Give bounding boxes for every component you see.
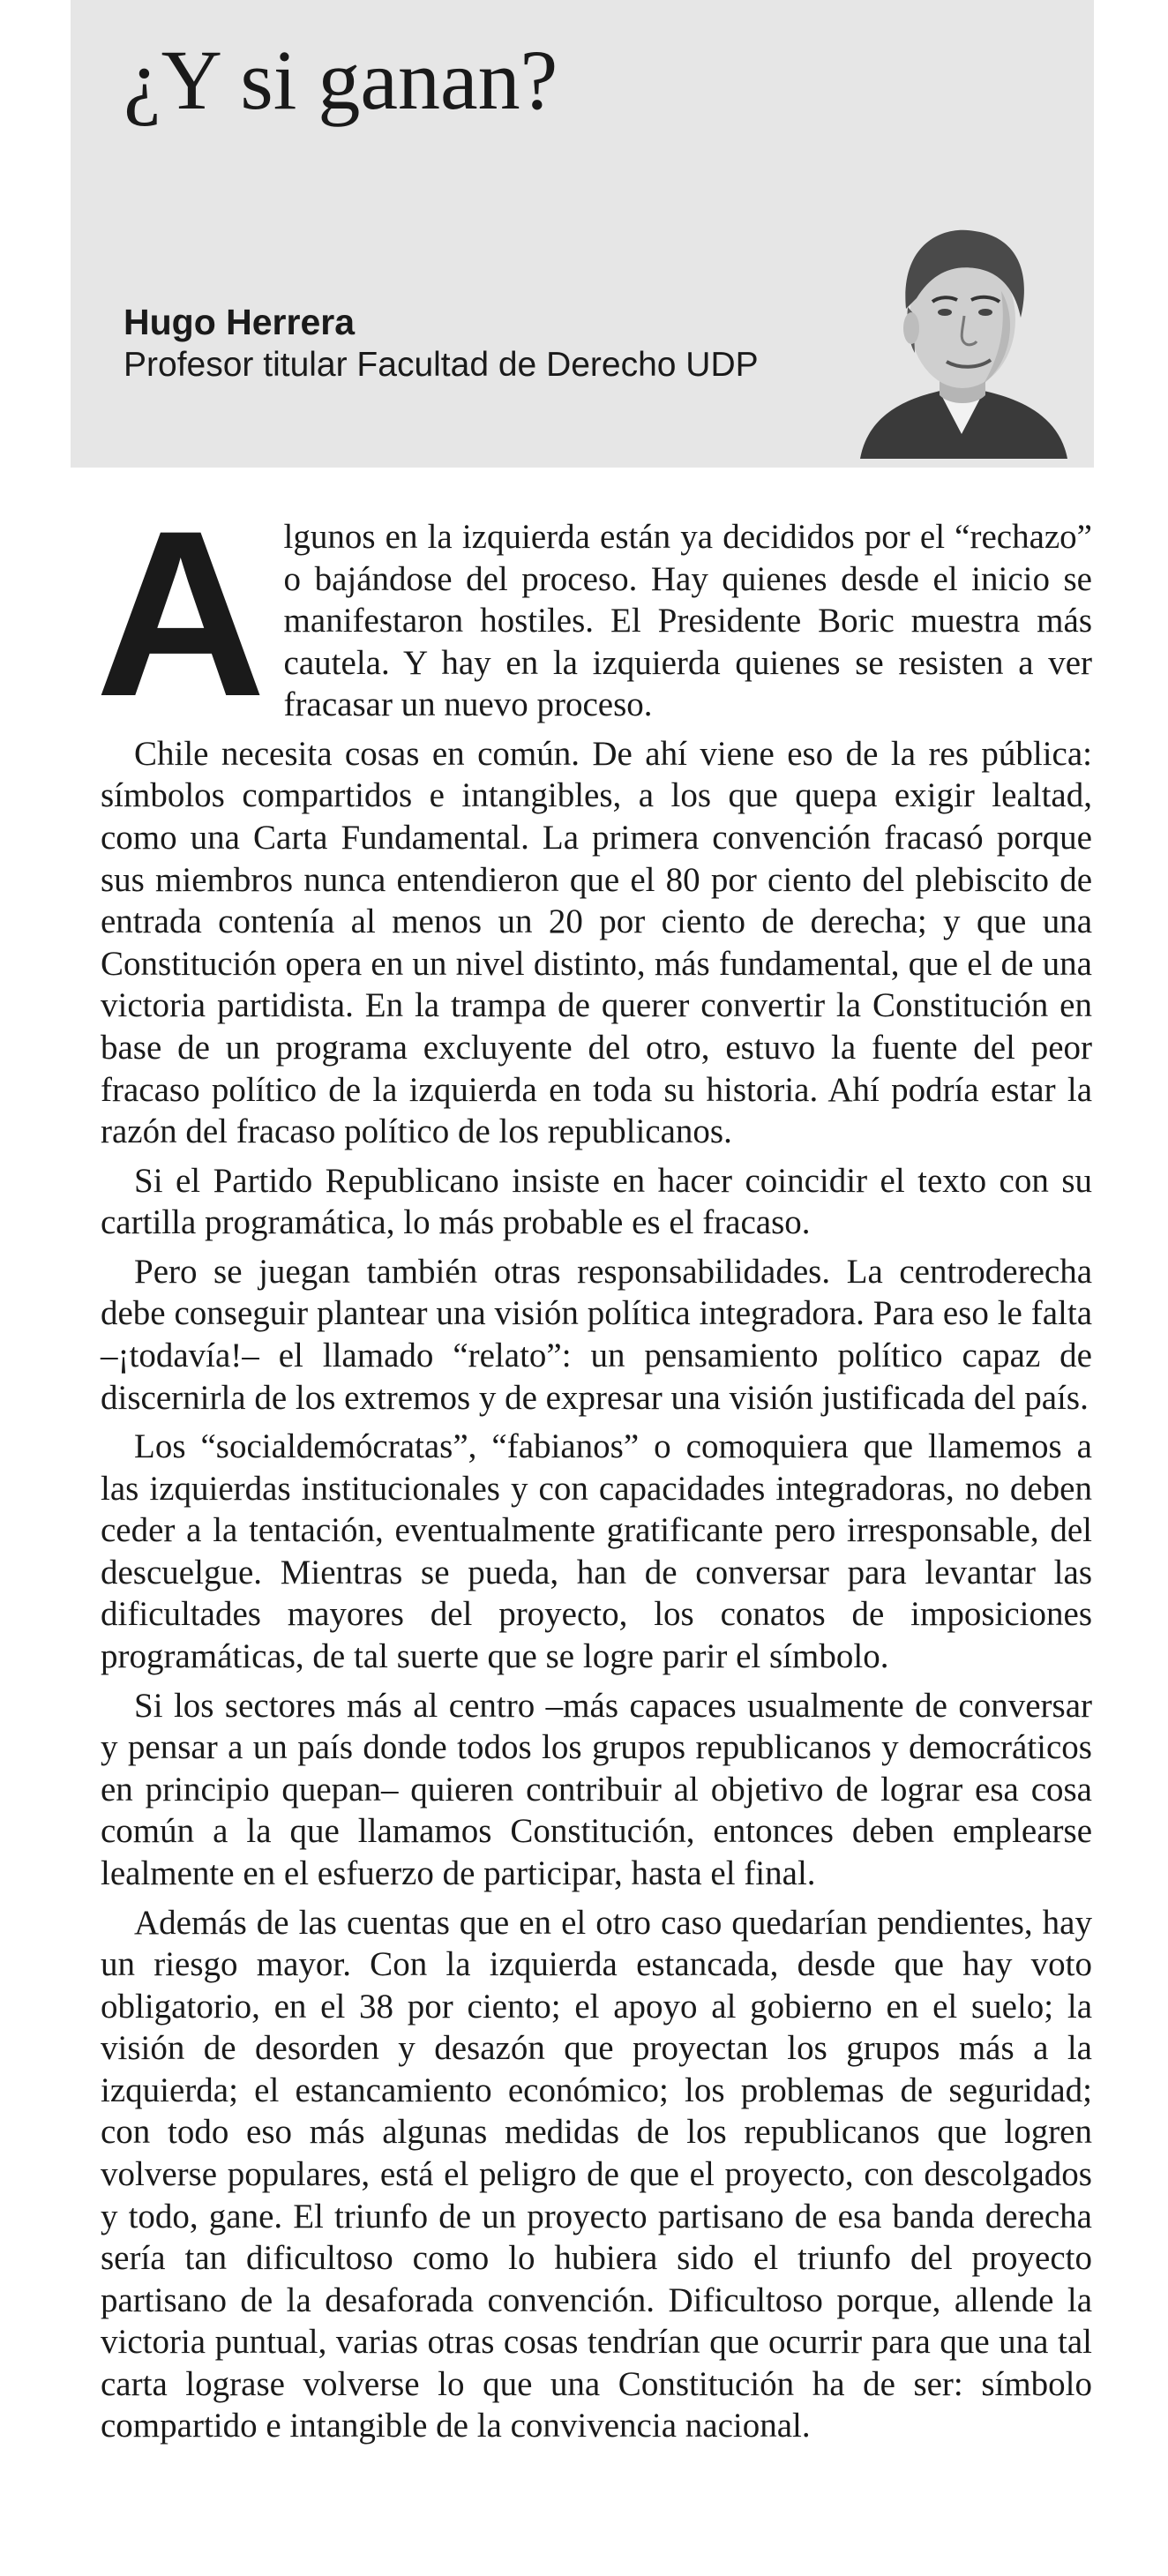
article-paragraph-4: Pero se juegan también otras responsabilidades. La centroderecha debe conseguir plantear una visión política integradora. Para eso le falta –¡todavía!– el llamado “relato”: un pensamiento político capaz de discernirla de los extremos y de expresar una visión justificada del país. [101, 1252, 1092, 1417]
article-paragraph-3: Si el Partido Republicano insiste en hacer coincidir el texto con su cartilla programática, lo más probable es el fracaso. [101, 1161, 1092, 1242]
article-body [95, 481, 1092, 2454]
article-paragraph-6: Si los sectores más al centro –más capaces usualmente de conversar y pensar a un país donde todos los grupos republicanos y democráticos en principio quepan– quieren contribuir al objetivo de lograr esa cosa común a la que llamamos Constitución, entonces deben emplearse lealmente en el esfuerzo de participar, hasta el final. [101, 1686, 1092, 1892]
article-paragraph-2: Chile necesita cosas en común. De ahí viene eso de la res pública: símbolos compartidos e intangibles, a los que quepa exigir lealtad, como una Carta Fundamental. La primera convención fracasó porque sus miembros nunca entendieron que el 80 por ciento del plebiscito de entrada contenía al menos un 20 por ciento de derecha; y que una Constitución opera en un nivel distinto, más fundamental, que el de una victoria partidista. En la trampa de querer convertir la Constitución en base de un programa excluyente del otro, estuvo la fuente del peor fracaso político de la izquierda en toda su historia. Ahí podría estar la razón del fracaso político de los republicanos. [101, 734, 1092, 1151]
article-paragraph-5: Los “socialdemócratas”, “fabianos” o comoquiera que llamemos a las izquierdas institucionales y con capacidades integradoras, no deben ceder a la tentación, eventualmente gratificante pero irresponsable, del descuelgue. Mientras se pueda, han de conversar para levantar las dificultades mayores del proyecto, los conatos de imposiciones programáticas, de tal suerte que se logre parir el símbolo. [101, 1427, 1092, 1676]
author-portrait-icon [851, 203, 1072, 459]
author-name: Hugo Herrera [124, 302, 356, 342]
author-role: Profesor titular Facultad de Derecho UDP [124, 346, 759, 384]
dropcap: A [95, 481, 266, 745]
article-title: ¿Y si ganan? [124, 33, 558, 127]
article-paragraph-7: Además de las cuentas que en el otro caso quedarían pendientes, hay un riesgo mayor. Con la izquierda estancada, desde que hay voto obligatorio, en el 38 por ciento; el apoyo al gobierno en el suelo; la visión de desorden y desazón que proyectan los grupos más a la izquierda; el estancamiento económico; los problemas de seguridad; con todo eso más algunas medidas de los republicanos que logren volverse populares, está el peligro de que el proyecto, con descolgados y todo, gane. El triunfo de un proyecto partisano de esa banda derecha sería tan dificultoso como lo hubiera sido el triunfo del proyecto partisano de la desaforada convención. Dificultoso porque, allende la victoria puntual, varias otras cosas tendrían que ocurrir para que una tal carta lograse volverse lo que una Constitución ha de ser: símbolo compartido e intangible de la convivencia nacional. [101, 1903, 1092, 2445]
article-paragraph-1 [95, 481, 1092, 745]
paragraph-text: lgunos en la izquierda están ya decididos por el “rechazo” o bajándose del proceso. Hay quienes desde el inicio se manifestaron hostiles. El Presidente Boric muestra más cautela. Y hay en la izquierda quienes se resisten a ver fracasar un nuevo proceso. [283, 518, 1092, 724]
